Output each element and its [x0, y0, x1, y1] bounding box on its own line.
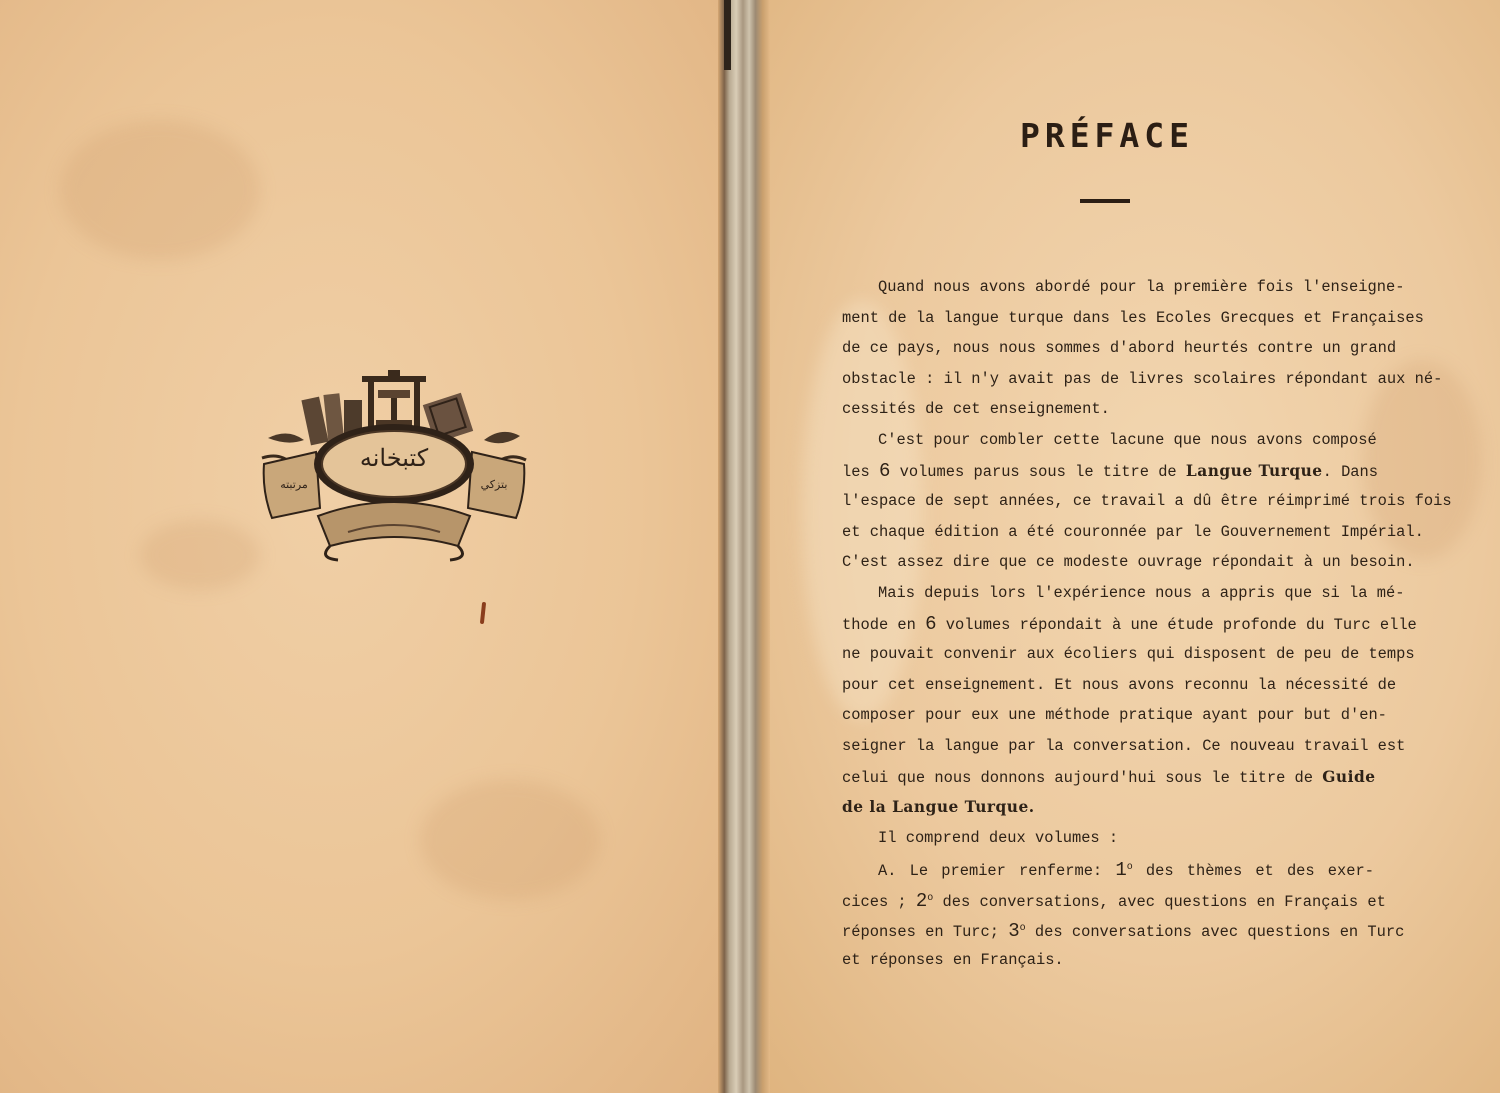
numeral-text: 6: [925, 612, 937, 635]
text-line: [842, 853, 1374, 884]
text-segment: ment de la langue turque dans les Ecoles Grecques et Françaises: [842, 308, 1424, 327]
text-segment: réponses en Turc;: [842, 923, 1009, 942]
text-line: [842, 792, 1374, 823]
left-page: [0, 0, 728, 1093]
text-line: [842, 945, 1374, 976]
text-segment: volumes répondait à une étude profonde du Turc elle: [936, 615, 1417, 634]
text-line: [842, 456, 1379, 487]
text-segment: cessités de cet enseignement.: [842, 400, 1110, 419]
text-segment: et réponses en Français.: [842, 951, 1064, 970]
text-segment: C'est assez dire que ce modeste ouvrage répondait à un besoin.: [842, 553, 1415, 572]
emblem-arabic-right: بتزكي: [480, 478, 508, 491]
text-segment: obstacle : il n'y avait pas de livres scolaires répondant aux né-: [842, 369, 1443, 388]
text-segment: volumes parus sous le titre de: [890, 462, 1186, 481]
ordinal-mark: o: [1126, 862, 1133, 874]
text-line: [842, 609, 1417, 640]
text-line: [842, 639, 1415, 670]
text-segment: . Dans: [1322, 462, 1379, 481]
page-title: PRÉFACE: [1019, 116, 1195, 155]
text-segment: et chaque édition a été couronnée par le Gouvernement Impérial.: [842, 522, 1424, 541]
text-segment: des conversations, avec questions en Français et: [933, 893, 1386, 911]
text-segment: de ce pays, nous nous sommes d'abord heurtés contre un grand: [842, 339, 1397, 358]
text-segment: composer pour eux une méthode pratique ayant pour but d'en-: [842, 706, 1387, 725]
text-line: [842, 731, 1406, 762]
text-segment: celui que nous donnons aujourd'hui sous le titre de: [842, 768, 1323, 787]
emblem-arabic-left: مرتبته: [280, 478, 308, 491]
book-title-text: Guide: [1322, 767, 1376, 786]
printing-press-emblem-icon: [258, 368, 530, 564]
text-segment: ne pouvait convenir aux écoliers qui disposent de peu de temps: [842, 645, 1415, 664]
text-line: [842, 517, 1424, 548]
book-title-text: de la Langue Turque.: [842, 798, 1035, 817]
text-segment: des conversations avec questions en Turc: [1025, 923, 1405, 942]
text-line: [842, 333, 1397, 364]
numeral-text: 1: [1115, 859, 1127, 882]
right-page: [762, 0, 1500, 1093]
text-segment: C'est pour combler cette lacune que nous avons composé: [878, 430, 1377, 449]
preface-body: [842, 272, 1452, 976]
numeral-text: 2: [915, 890, 928, 912]
text-line: [842, 425, 1377, 456]
text-segment: des thèmes et des exer-: [1132, 862, 1374, 881]
text-line: [842, 670, 1397, 701]
text-line: [842, 272, 1405, 303]
book-title-text: Langue Turque: [1185, 461, 1323, 480]
text-line: [842, 914, 1405, 945]
book-gutter: [718, 0, 770, 1093]
ordinal-mark: o: [1019, 923, 1026, 935]
text-segment: Mais depuis lors l'expérience nous a appris que si la mé-: [878, 583, 1405, 602]
text-line: [842, 700, 1387, 731]
text-segment: A. Le premier renferme:: [878, 862, 1116, 881]
ink-stain: [480, 602, 486, 624]
text-line: [842, 547, 1415, 578]
text-line: [842, 762, 1374, 793]
text-segment: l'espace de sept années, ce travail a dû être réimprimé trois fois: [842, 492, 1452, 511]
text-segment: Il comprend deux volumes :: [878, 828, 1119, 847]
text-segment: cices ;: [842, 893, 916, 911]
numeral-text: 3: [1008, 920, 1020, 943]
text-line: [842, 303, 1424, 334]
text-segment: pour cet enseignement. Et nous avons reconnu la nécessité de: [842, 675, 1397, 694]
text-line: [842, 823, 1374, 854]
numeral-text: 6: [878, 459, 891, 482]
text-line: [842, 394, 1374, 425]
text-line: [842, 578, 1405, 609]
spine-edge: [724, 0, 731, 70]
text-line: [842, 884, 1386, 915]
text-segment: les: [842, 462, 879, 481]
ordinal-mark: o: [927, 892, 934, 904]
text-line: [842, 486, 1452, 517]
text-line: [842, 364, 1443, 395]
text-segment: thode en: [842, 615, 926, 634]
text-segment: Quand nous avons abordé pour la première fois l'enseigne-: [878, 278, 1405, 296]
text-segment: seigner la langue par la conversation. Ce nouveau travail est: [842, 736, 1406, 755]
title-rule: [1080, 199, 1130, 203]
emblem-arabic-center: كتبخانه: [359, 444, 429, 472]
